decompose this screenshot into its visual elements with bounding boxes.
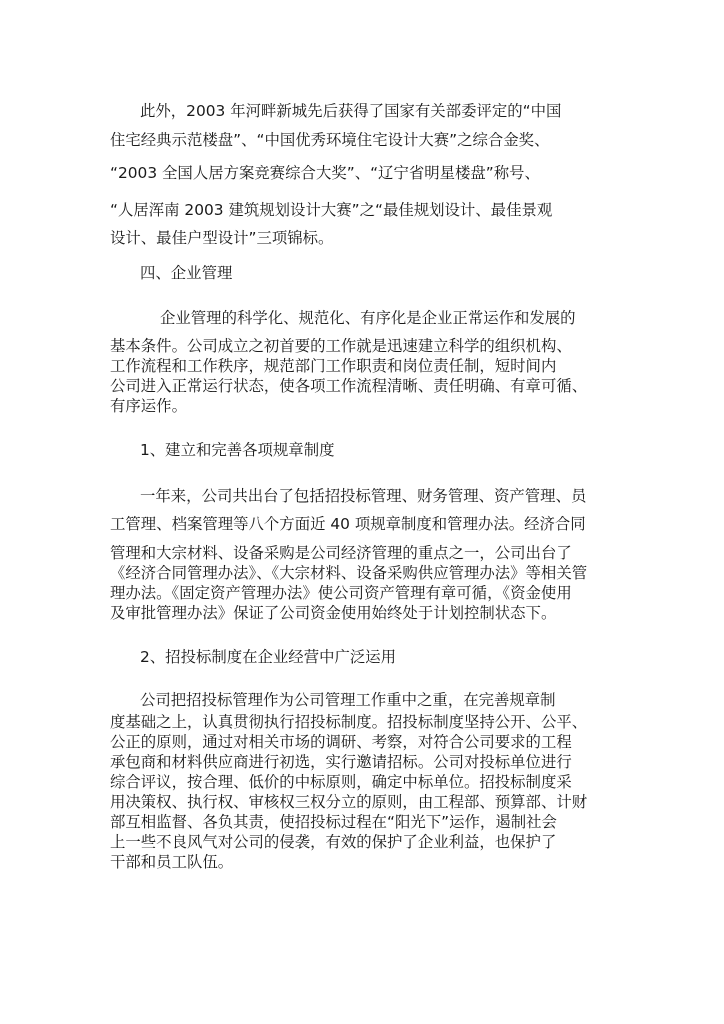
- paragraph-4-line: 度基础之上，认真贯彻执行招投标制度。招投标制度坚持公开、公平、: [110, 713, 588, 731]
- paragraph-3-line: 《经济合同管理办法》、《大宗材料、设备采购供应管理办法》等相关管: [110, 564, 588, 582]
- paragraph-3-line: 及审批管理办法》保证了公司资金使用始终处于计划控制状态下。: [110, 604, 557, 622]
- paragraph-4-line: 公司把招投标管理作为公司管理工作重中之重，在完善规章制: [140, 691, 556, 709]
- paragraph-1-line: 设计、最佳户型设计”三项锦标。: [110, 229, 334, 247]
- paragraph-4-line: 干部和员工队伍。: [110, 853, 234, 871]
- paragraph-3-line: 工管理、档案管理等八个方面近 40 项规章制度和管理办法。经济合同: [110, 515, 586, 533]
- paragraph-4-line: 用决策权、执行权、审核权三权分立的原则，由工程部、预算部、计财: [110, 793, 588, 811]
- paragraph-4-line: 综合评议，按合理、低价的中标原则，确定中标单位。招投标制度采: [110, 773, 572, 791]
- paragraph-1-line: 住宅经典示范楼盘”、“中国优秀环境住宅设计大赛”之综合金奖、: [110, 131, 550, 149]
- paragraph-3-line: 管理和大宗材料、设备采购是公司经济管理的重点之一，公司出台了: [110, 544, 572, 562]
- paragraph-4-line: 部互相监督、各负其责，使招投标过程在“阳光下”运作，遏制社会: [110, 813, 557, 831]
- paragraph-2-line: 有序运作。: [110, 397, 187, 415]
- paragraph-4-line: 公正的原则，通过对相关市场的调研、考察，对符合公司要求的工程: [110, 733, 572, 751]
- paragraph-4-line: 承包商和材料供应商进行初选，实行邀请招标。公司对投标单位进行: [110, 753, 572, 771]
- paragraph-2-line: 基本条件。公司成立之初首要的工作就是迅速建立科学的组织机构、: [110, 337, 572, 355]
- subsection-heading: 2、招投标制度在企业经营中广泛运用: [140, 648, 397, 666]
- paragraph-3-line: 一年来，公司共出台了包括招投标管理、财务管理、资产管理、员: [140, 487, 587, 505]
- subsection-heading: 1、建立和完善各项规章制度: [140, 441, 335, 459]
- paragraph-2-line: 公司进入正常运行状态，使各项工作流程清晰、责任明确、有章可循、: [110, 377, 588, 395]
- section-heading: 四、企业管理: [140, 264, 233, 282]
- paragraph-2-line: 工作流程和工作秩序，规范部门工作职责和岗位责任制，短时间内: [110, 357, 557, 375]
- paragraph-1-line: “2003 全国人居方案竞赛综合大奖”、“辽宁省明星楼盘”称号、: [110, 164, 540, 182]
- paragraph-1-line: 此外，2003 年河畔新城先后获得了国家有关部委评定的“中国: [140, 102, 562, 120]
- paragraph-4-line: 上一些不良风气对公司的侵袭，有效的保护了企业利益，也保护了: [110, 833, 557, 851]
- paragraph-2-line: 企业管理的科学化、规范化、有序化是企业正常运作和发展的: [160, 309, 576, 327]
- paragraph-1-line: “人居浑南 2003 建筑规划设计大赛”之“最佳规划设计、最佳景观: [110, 201, 553, 219]
- paragraph-3-line: 理办法。《固定资产管理办法》使公司资产管理有章可循，《资金使用: [110, 584, 572, 602]
